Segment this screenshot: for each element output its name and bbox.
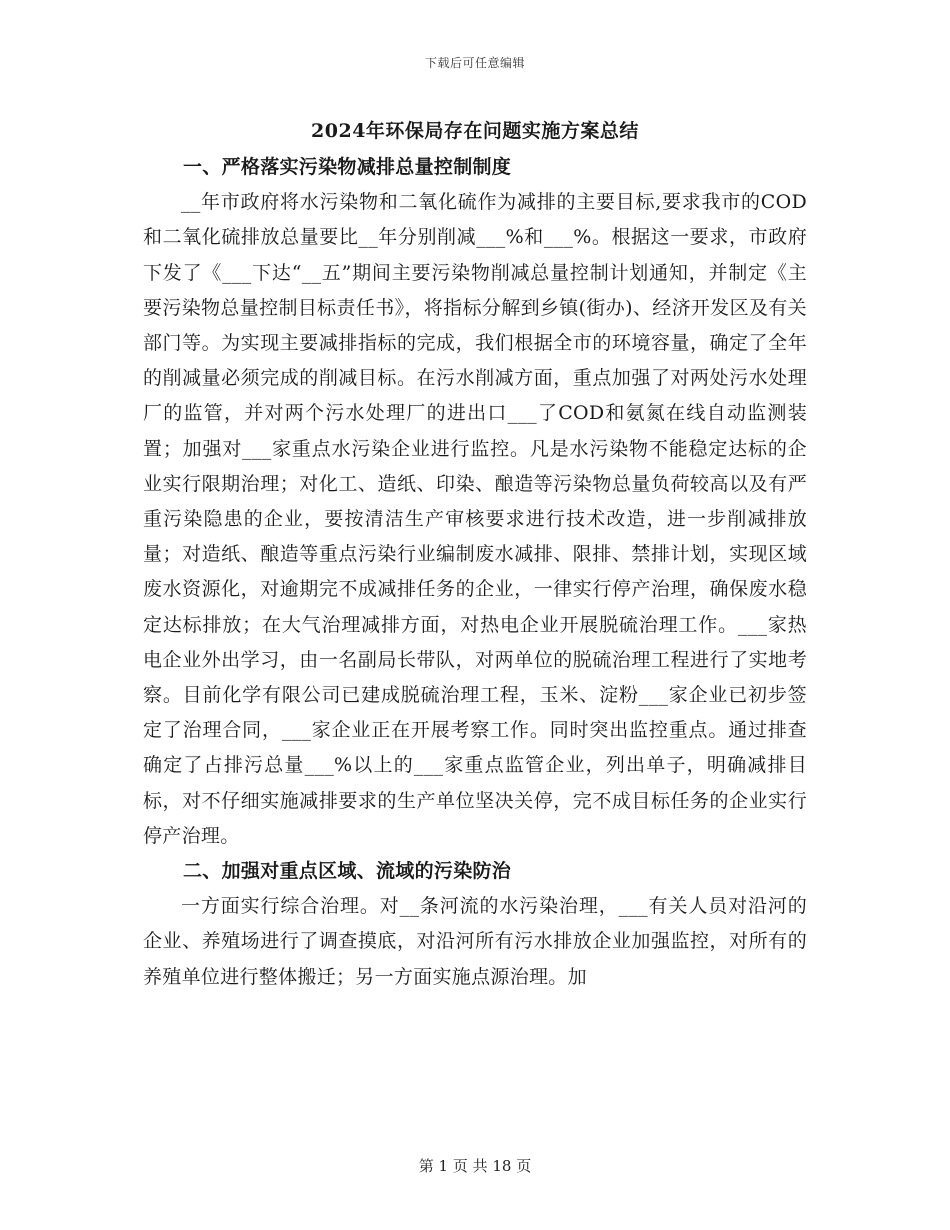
section-heading: 二、加强对重点区域、流域的污染防治: [183, 860, 512, 883]
section-2: [143, 854, 807, 995]
section-1: [143, 150, 807, 854]
body-paragraph: 一方面实行综合治理。对__条河流的水污染治理，___有关人员对沿河的企业、养殖场进行了调查摸底，对沿河所有污水排放企业加强监控，对所有的养殖单位进行整体搬迁；另一方面实施点源治理。加: [143, 895, 807, 988]
page-header-note: 下载后可任意编辑: [424, 56, 525, 70]
body-paragraph: __年市政府将水污染物和二氧化硫作为减排的主要目标,要求我市的COD和二氧化硫排放总量要比__年分别削减___%和___%。根据这一要求，市政府下发了《___下达“__五”期间主要污染物削减总量控制计划通知，并制定《主要污染物总量控制目标责任书》，将指标分解到乡镇(街办)、经济开发区及有关部门等。为实现主要减排指标的完成，我们根据全市的环境容量，确定了全年的削减量必须完成的削减目标。在污水削减方面，重点加强了对两处污水处理厂的监管，并对两个污水处理厂的进出口___了COD和氨氮在线自动监测装置；加强对___家重点水污染企业进行监控。凡是水污染物不能稳定达标的企业实行限期治理；对化工、造纸、印染、酿造等污染物总量负荷较高以及有严重污染隐患的企业，要按清洁生产审核要求进行技术改造，进一步削减排放量；对造纸、酿造等重点污染行业编制废水减排、限排、禁排计划，实现区域废水资源化，对逾期完不成减排任务的企业，一律实行停产治理，确保废水稳定达标排放；在大气治理减排方面，对热电企业开展脱硫治理工作。___家热电企业外出学习，由一名副局长带队，对两单位的脱硫治理工程进行了实地考察。目前化学有限公司已建成脱硫治理工程，玉米、淀粉___家企业已初步签定了治理合同，___家企业正在开展考察工作。同时突出监控重点。通过排查确定了占排污总量___%以上的___家重点监管企业，列出单子，明确减排目标，对不仔细实施减排要求的生产单位坚决关停，完不成目标任务的企业实行停产治理。: [143, 191, 807, 847]
document-title: 2024年环保局存在问题实施方案总结: [311, 120, 639, 142]
page-number-footer: 第 1 页 共 18 页: [418, 1157, 532, 1175]
document-body: [143, 150, 807, 995]
section-heading: 一、严格落实污染物减排总量控制制度: [183, 156, 512, 178]
